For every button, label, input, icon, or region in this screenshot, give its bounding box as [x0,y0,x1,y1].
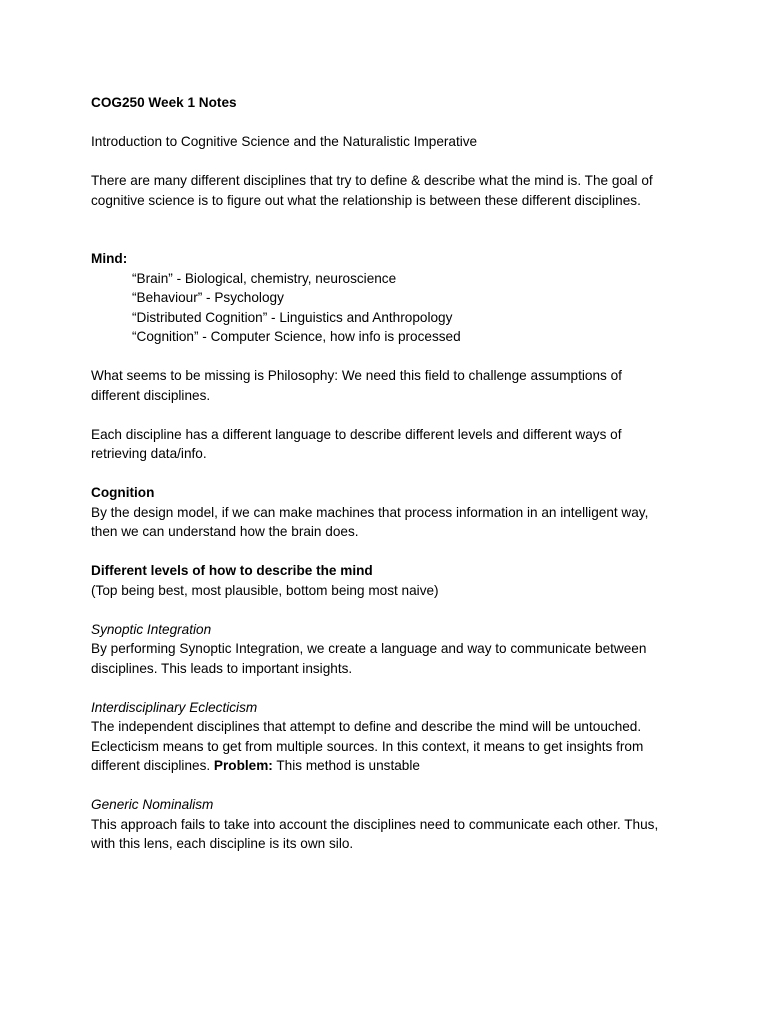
missing-line-1: What seems to be missing is Philosophy: We need this field to challenge assumptions of [91,368,622,383]
interdisciplinary-line-1: The independent disciplines that attempt to define and describe the mind will be untouched. [91,719,642,734]
interdisciplinary-line-2: Eclecticism means to get from multiple sources. In this context, it means to get insights from [91,738,644,754]
mind-item-cognition: “Cognition” - Computer Science, how info is processed [132,329,461,344]
language-line-1: Each discipline has a different language to describe different levels and different ways of [91,426,622,442]
intro-line-2: cognitive science is to figure out what the relationship is between these different disciplines. [91,192,641,208]
missing-line-2: different disciplines. [91,387,211,403]
generic-line-1: This approach fails to take into account the disciplines need to communicate each other. Thus, [91,816,659,832]
intro-line-1: There are many different disciplines that try to define & describe what the mind is. The goal of [91,173,653,188]
synoptic-heading: Synoptic Integration [91,621,212,637]
cognition-heading: Cognition [91,485,155,500]
mind-heading: Mind: [91,251,128,266]
doc-title: COG250 Week 1 Notes [91,95,237,110]
cognition-line-2: then we can understand how the brain does. [91,524,359,539]
synoptic-line-1: By performing Synoptic Integration, we create a language and way to communicate between [91,641,647,656]
problem-label: Problem: [213,758,273,773]
cognition-line-1: By the design model, if we can make machines that process information in an intelligent way, [91,504,649,520]
interdisciplinary-heading: Interdisciplinary Eclecticism [91,699,258,715]
mind-item-brain: “Brain” - Biological, chemistry, neuroscience [132,270,397,286]
interdisciplinary-line-3 [91,756,691,776]
mind-item-behaviour: “Behaviour” - Psychology [132,290,284,305]
interdisciplinary-line-3-pre: different disciplines. [91,758,214,773]
interdisciplinary-line-3-post: This method is unstable [272,758,420,773]
document-page [91,93,691,854]
levels-note: (Top being best, most plausible, bottom being most naive) [91,582,439,598]
levels-heading: Different levels of how to describe the mind [91,563,373,578]
mind-item-distributed-cognition: “Distributed Cognition” - Linguistics and Anthropology [132,309,453,325]
generic-line-2: with this lens, each discipline is its own silo. [91,836,354,851]
generic-heading: Generic Nominalism [91,797,214,812]
synoptic-line-2: disciplines. This leads to important insights. [91,660,353,676]
language-line-2: retrieving data/info. [91,446,207,461]
doc-subtitle: Introduction to Cognitive Science and the Naturalistic Imperative [91,134,478,149]
